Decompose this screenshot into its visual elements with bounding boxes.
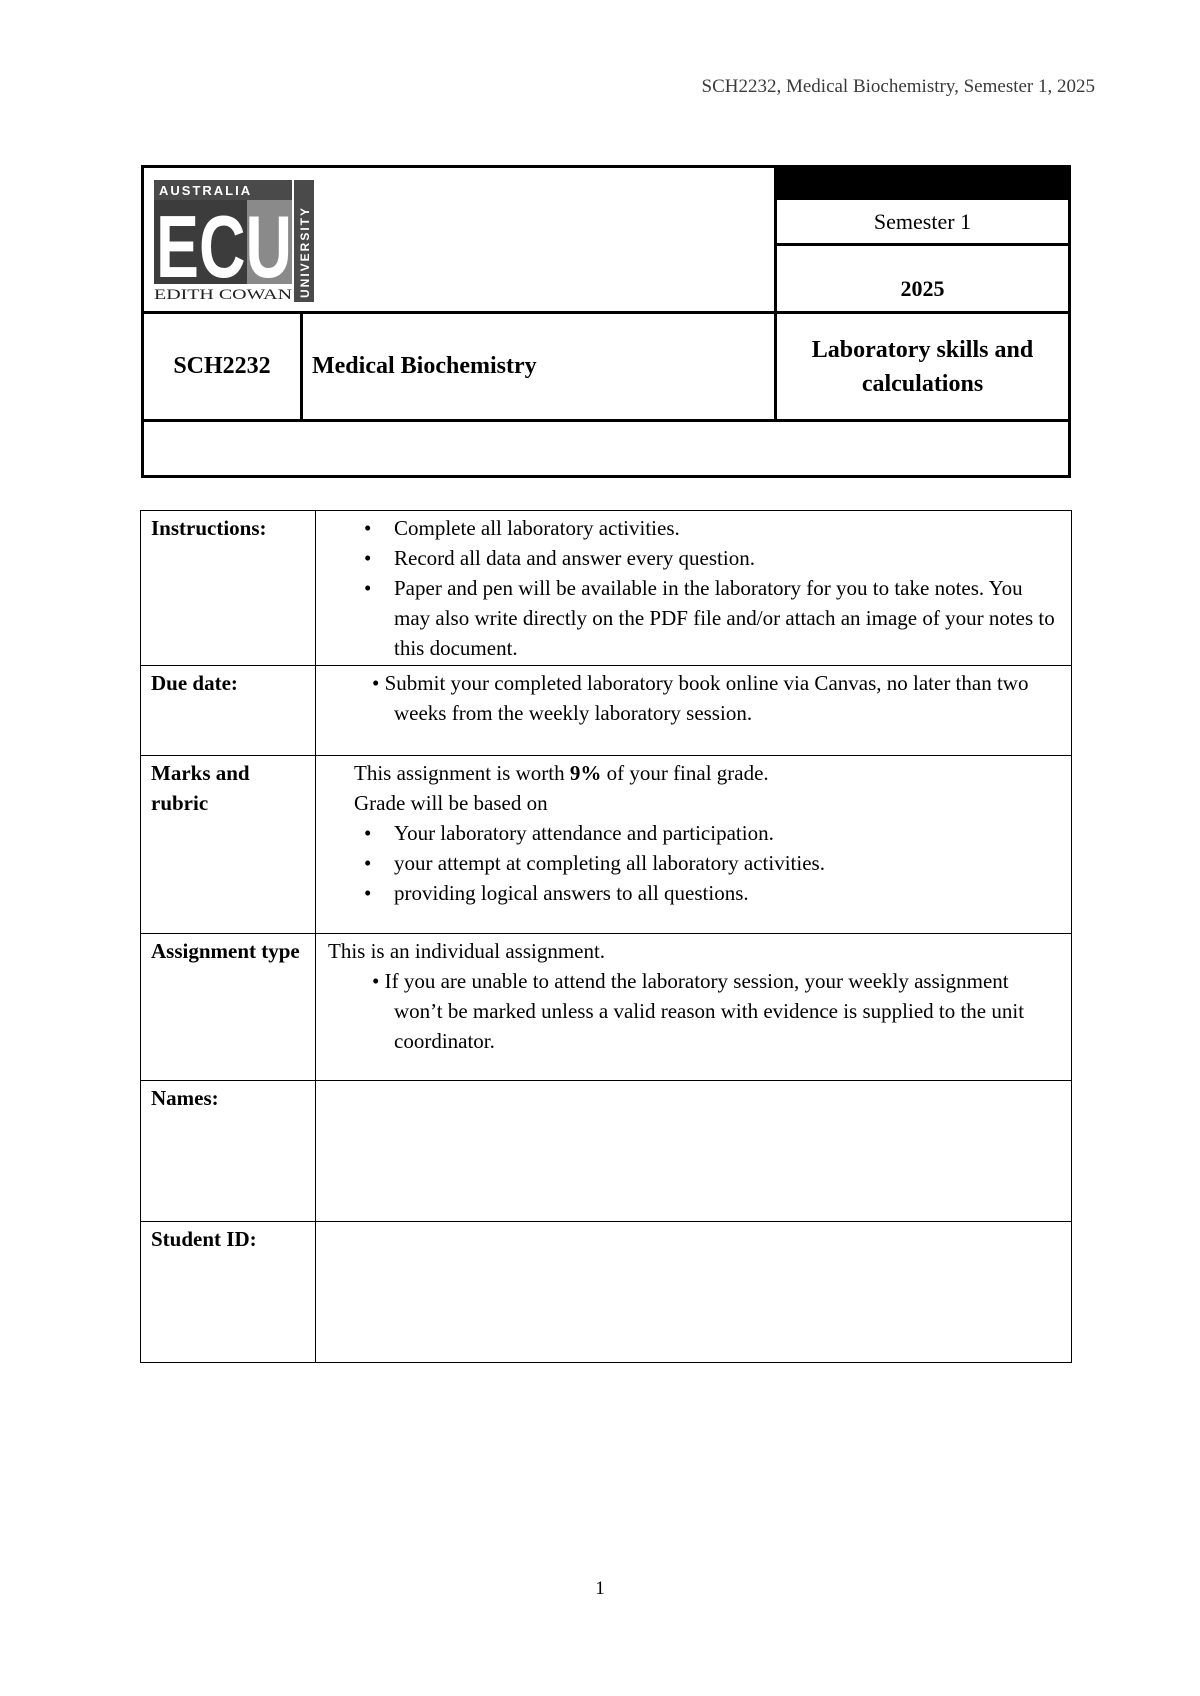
instructions-content [316, 511, 1072, 666]
instructions-row [141, 511, 1072, 666]
semester-label: Semester 1 [777, 200, 1068, 243]
semester-band [777, 168, 1068, 243]
unit-title: Medical Biochemistry [312, 353, 537, 379]
student-id-label: Student ID: [141, 1222, 316, 1363]
marks-percentage: 9% [569, 761, 602, 785]
assignment-type-label: Assignment type [141, 934, 316, 1081]
list-item: • providing logical answers to all questions. [394, 878, 1061, 908]
instructions-label: Instructions: [141, 511, 316, 666]
marks-based-on: Grade will be based on [354, 791, 548, 815]
names-field[interactable] [316, 1081, 1072, 1222]
list-item: • your attempt at completing all laboratory activities. [394, 848, 1061, 878]
year-label: 2025 [900, 276, 945, 301]
unit-code: SCH2232 [173, 353, 271, 379]
assignment-type-content [316, 934, 1072, 1081]
cover-box [141, 165, 1071, 478]
list-item: • Complete all laboratory activities. [394, 513, 1061, 543]
due-date-text: • Submit your completed laboratory book online via Canvas, no later than two weeks from the weekly laboratory session. [372, 671, 1029, 725]
due-date-row [141, 666, 1072, 756]
svg-text:EDITH COWAN: EDITH COWAN [154, 287, 293, 302]
page-number: 1 [595, 1578, 605, 1599]
assignment-type-intro: This is an individual assignment. [328, 939, 606, 963]
svg-text:UNIVERSITY: UNIVERSITY [298, 205, 312, 298]
marks-content [316, 756, 1072, 934]
instructions-list [326, 513, 1061, 663]
names-label: Names: [141, 1081, 316, 1222]
lab-title: Laboratory skills and calculations [811, 336, 1034, 397]
marks-label: Marks and rubric [141, 756, 316, 934]
student-id-field[interactable] [316, 1222, 1072, 1363]
svg-text:AUSTRALIA: AUSTRALIA [159, 183, 253, 198]
list-item: • Record all data and answer every question. [394, 543, 1061, 573]
assignment-info-table [140, 510, 1072, 1363]
list-item: • Paper and pen will be available in the laboratory for you to take notes. You may also write directly on the PDF file and/or attach an image of your notes to this document. [394, 573, 1061, 663]
marks-list [326, 818, 1061, 908]
list-item: • Your laboratory attendance and participation. [394, 818, 1061, 848]
ecu-logo [154, 180, 314, 302]
marks-row [141, 756, 1072, 934]
due-date-content [316, 666, 1072, 756]
names-row [141, 1081, 1072, 1222]
running-header: SCH2232, Medical Biochemistry, Semester 1, 2025 [701, 76, 1095, 97]
due-date-label: Due date: [141, 666, 316, 756]
assignment-type-row [141, 934, 1072, 1081]
assignment-type-text: • If you are unable to attend the laboratory session, your weekly assignment won’t be marked unless a valid reason with evidence is supplied to the unit coordinator. [372, 969, 1025, 1053]
student-id-row [141, 1222, 1072, 1363]
marks-worth: This assignment is worth 9% of your final grade. [354, 761, 769, 785]
svg-text:ECU: ECU [156, 197, 292, 296]
